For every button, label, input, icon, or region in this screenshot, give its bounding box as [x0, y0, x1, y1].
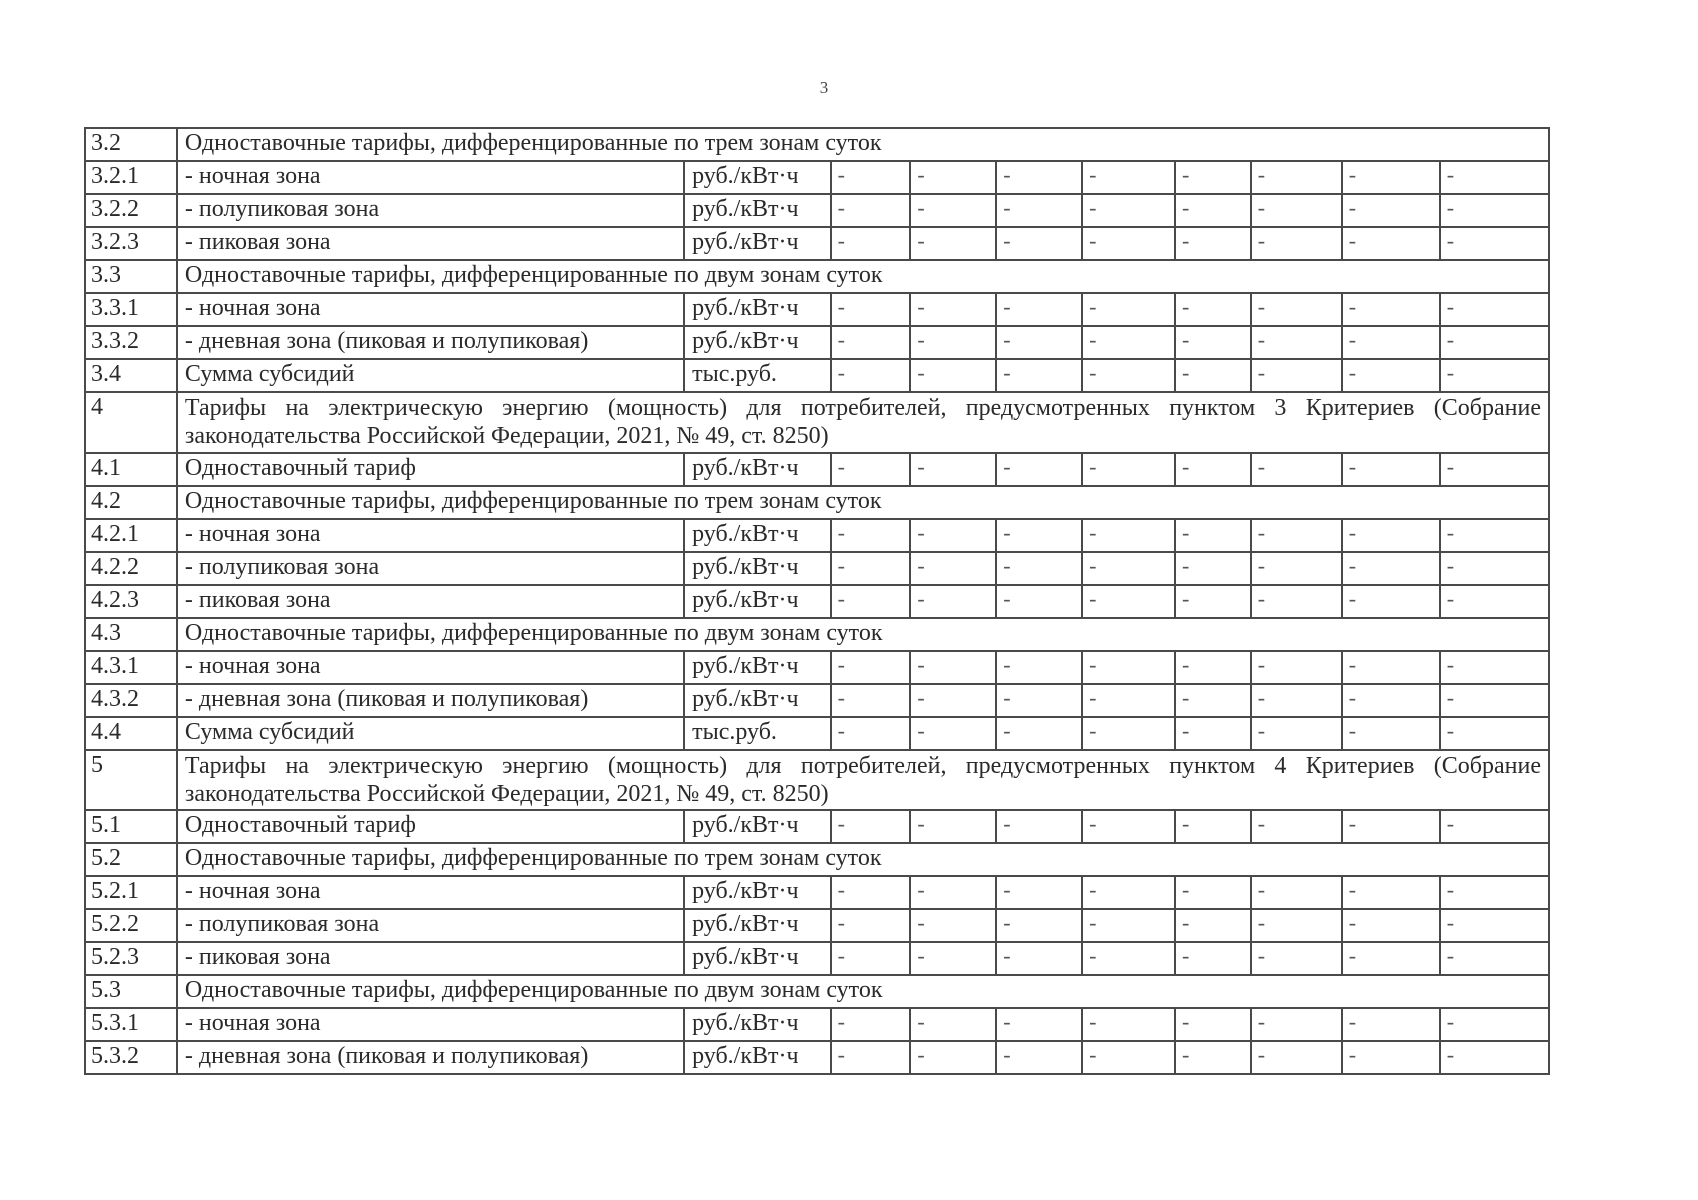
row-number: 4.2.2 — [85, 552, 177, 585]
tariff-table — [84, 127, 1550, 1075]
value-cell: - — [1082, 194, 1175, 227]
row-number: 5.2 — [85, 843, 177, 876]
value-cell: - — [910, 810, 996, 843]
section-row — [85, 128, 1549, 161]
value-cell: - — [910, 717, 996, 750]
unit-cell: руб./кВт·ч — [684, 810, 830, 843]
value-cell: - — [1342, 293, 1440, 326]
value-cell: - — [1342, 552, 1440, 585]
unit-cell: руб./кВт·ч — [684, 651, 830, 684]
value-cell: - — [1342, 1041, 1440, 1074]
value-cell: - — [1251, 942, 1342, 975]
table-row — [85, 161, 1549, 194]
table-row — [85, 909, 1549, 942]
value-cell: - — [1440, 227, 1549, 260]
table-row — [85, 194, 1549, 227]
value-cell: - — [996, 519, 1082, 552]
value-cell: - — [1440, 810, 1549, 843]
value-cell: - — [1175, 909, 1251, 942]
value-cell: - — [1440, 909, 1549, 942]
value-cell: - — [1342, 810, 1440, 843]
value-cell: - — [996, 326, 1082, 359]
value-cell: - — [1082, 909, 1175, 942]
value-cell: - — [831, 519, 911, 552]
row-number: 3.2 — [85, 128, 177, 161]
value-cell: - — [910, 326, 996, 359]
row-number: 4.3.2 — [85, 684, 177, 717]
value-cell: - — [1440, 552, 1549, 585]
value-cell: - — [996, 810, 1082, 843]
row-number: 3.3.1 — [85, 293, 177, 326]
value-cell: - — [1082, 227, 1175, 260]
table-row — [85, 684, 1549, 717]
value-cell: - — [1251, 684, 1342, 717]
table-row — [85, 810, 1549, 843]
value-cell: - — [831, 194, 911, 227]
value-cell: - — [831, 684, 911, 717]
value-cell: - — [910, 876, 996, 909]
section-title: Тарифы на электрическую энергию (мощность) для потребителей, предусмотренных пунктом 4 Критериев (Собрание законодательства Российской Федерации, 2021, № 49, ст. 8250) — [177, 750, 1549, 811]
value-cell: - — [1251, 293, 1342, 326]
row-label: - дневная зона (пиковая и полупиковая) — [177, 684, 684, 717]
value-cell: - — [1175, 876, 1251, 909]
row-number: 5.3.2 — [85, 1041, 177, 1074]
row-label: - дневная зона (пиковая и полупиковая) — [177, 326, 684, 359]
value-cell: - — [1251, 519, 1342, 552]
value-cell: - — [996, 909, 1082, 942]
value-cell: - — [1342, 161, 1440, 194]
table-row — [85, 359, 1549, 392]
unit-cell: тыс.руб. — [684, 717, 830, 750]
value-cell: - — [1082, 810, 1175, 843]
value-cell: - — [1082, 876, 1175, 909]
row-number: 3.2.1 — [85, 161, 177, 194]
row-label: - пиковая зона — [177, 227, 684, 260]
value-cell: - — [996, 227, 1082, 260]
row-number: 3.2.3 — [85, 227, 177, 260]
value-cell: - — [910, 161, 996, 194]
value-cell: - — [1440, 942, 1549, 975]
section-row — [85, 618, 1549, 651]
value-cell: - — [1175, 326, 1251, 359]
unit-cell: руб./кВт·ч — [684, 227, 830, 260]
value-cell: - — [1175, 161, 1251, 194]
table-row — [85, 293, 1549, 326]
value-cell: - — [910, 585, 996, 618]
value-cell: - — [1440, 326, 1549, 359]
value-cell: - — [831, 326, 911, 359]
unit-cell: руб./кВт·ч — [684, 552, 830, 585]
table-row — [85, 227, 1549, 260]
section-title: Одноставочные тарифы, дифференцированные по двум зонам суток — [177, 975, 1549, 1008]
value-cell: - — [1082, 453, 1175, 486]
unit-cell: руб./кВт·ч — [684, 684, 830, 717]
value-cell: - — [1342, 585, 1440, 618]
section-title: Одноставочные тарифы, дифференцированные по трем зонам суток — [177, 486, 1549, 519]
unit-cell: руб./кВт·ч — [684, 1008, 830, 1041]
value-cell: - — [1082, 684, 1175, 717]
unit-cell: руб./кВт·ч — [684, 293, 830, 326]
value-cell: - — [831, 293, 911, 326]
value-cell: - — [1440, 453, 1549, 486]
value-cell: - — [1440, 585, 1549, 618]
value-cell: - — [831, 552, 911, 585]
value-cell: - — [1440, 161, 1549, 194]
value-cell: - — [831, 651, 911, 684]
row-label: - ночная зона — [177, 519, 684, 552]
value-cell: - — [1342, 942, 1440, 975]
value-cell: - — [1251, 651, 1342, 684]
value-cell: - — [996, 453, 1082, 486]
value-cell: - — [1440, 293, 1549, 326]
row-label: - ночная зона — [177, 293, 684, 326]
value-cell: - — [996, 161, 1082, 194]
value-cell: - — [910, 194, 996, 227]
value-cell: - — [1175, 359, 1251, 392]
section-title: Одноставочные тарифы, дифференцированные по трем зонам суток — [177, 843, 1549, 876]
table-row — [85, 1041, 1549, 1074]
row-number: 5.3.1 — [85, 1008, 177, 1041]
row-number: 4.4 — [85, 717, 177, 750]
row-label: - полупиковая зона — [177, 194, 684, 227]
value-cell: - — [1251, 876, 1342, 909]
value-cell: - — [1440, 684, 1549, 717]
row-label: Одноставочный тариф — [177, 810, 684, 843]
unit-cell: руб./кВт·ч — [684, 161, 830, 194]
value-cell: - — [1440, 651, 1549, 684]
value-cell: - — [1082, 1008, 1175, 1041]
table-row — [85, 519, 1549, 552]
value-cell: - — [1082, 651, 1175, 684]
value-cell: - — [1342, 876, 1440, 909]
row-number: 3.3 — [85, 260, 177, 293]
section-row — [85, 486, 1549, 519]
row-number: 4.2 — [85, 486, 177, 519]
table-row — [85, 585, 1549, 618]
value-cell: - — [831, 1008, 911, 1041]
value-cell: - — [831, 227, 911, 260]
table-row — [85, 1008, 1549, 1041]
table-row — [85, 717, 1549, 750]
section-row — [85, 750, 1549, 811]
table-row — [85, 876, 1549, 909]
value-cell: - — [831, 717, 911, 750]
row-number: 4.3.1 — [85, 651, 177, 684]
section-row — [85, 975, 1549, 1008]
value-cell: - — [996, 359, 1082, 392]
row-number: 3.4 — [85, 359, 177, 392]
row-number: 5 — [85, 750, 177, 811]
value-cell: - — [1175, 519, 1251, 552]
row-label: Одноставочный тариф — [177, 453, 684, 486]
value-cell: - — [1175, 942, 1251, 975]
value-cell: - — [831, 453, 911, 486]
value-cell: - — [1082, 585, 1175, 618]
value-cell: - — [910, 1041, 996, 1074]
value-cell: - — [1175, 585, 1251, 618]
table-row — [85, 651, 1549, 684]
value-cell: - — [1251, 717, 1342, 750]
unit-cell: руб./кВт·ч — [684, 942, 830, 975]
row-label: - полупиковая зона — [177, 909, 684, 942]
value-cell: - — [831, 810, 911, 843]
unit-cell: руб./кВт·ч — [684, 1041, 830, 1074]
value-cell: - — [996, 1008, 1082, 1041]
value-cell: - — [1251, 552, 1342, 585]
value-cell: - — [996, 684, 1082, 717]
value-cell: - — [1440, 717, 1549, 750]
value-cell: - — [831, 1041, 911, 1074]
row-label: - дневная зона (пиковая и полупиковая) — [177, 1041, 684, 1074]
value-cell: - — [1342, 194, 1440, 227]
unit-cell: руб./кВт·ч — [684, 909, 830, 942]
value-cell: - — [1342, 1008, 1440, 1041]
row-label: Сумма субсидий — [177, 359, 684, 392]
value-cell: - — [1342, 519, 1440, 552]
value-cell: - — [996, 1041, 1082, 1074]
value-cell: - — [1082, 519, 1175, 552]
value-cell: - — [1251, 585, 1342, 618]
row-number: 3.3.2 — [85, 326, 177, 359]
value-cell: - — [1082, 161, 1175, 194]
value-cell: - — [996, 552, 1082, 585]
value-cell: - — [1342, 717, 1440, 750]
table-row — [85, 453, 1549, 486]
value-cell: - — [1082, 942, 1175, 975]
value-cell: - — [1251, 810, 1342, 843]
row-number: 4 — [85, 392, 177, 453]
row-number: 3.2.2 — [85, 194, 177, 227]
value-cell: - — [1175, 453, 1251, 486]
value-cell: - — [996, 651, 1082, 684]
value-cell: - — [910, 453, 996, 486]
value-cell: - — [1082, 359, 1175, 392]
unit-cell: тыс.руб. — [684, 359, 830, 392]
table-row — [85, 942, 1549, 975]
value-cell: - — [831, 161, 911, 194]
value-cell: - — [910, 519, 996, 552]
value-cell: - — [1342, 227, 1440, 260]
value-cell: - — [1251, 194, 1342, 227]
value-cell: - — [1175, 810, 1251, 843]
value-cell: - — [996, 942, 1082, 975]
value-cell: - — [1342, 453, 1440, 486]
value-cell: - — [910, 909, 996, 942]
row-label: - пиковая зона — [177, 942, 684, 975]
unit-cell: руб./кВт·ч — [684, 326, 830, 359]
row-label: - ночная зона — [177, 161, 684, 194]
value-cell: - — [1251, 909, 1342, 942]
value-cell: - — [1082, 1041, 1175, 1074]
value-cell: - — [996, 194, 1082, 227]
value-cell: - — [996, 717, 1082, 750]
row-number: 4.2.3 — [85, 585, 177, 618]
section-row — [85, 392, 1549, 453]
value-cell: - — [1082, 552, 1175, 585]
table-row — [85, 326, 1549, 359]
value-cell: - — [831, 876, 911, 909]
value-cell: - — [910, 942, 996, 975]
value-cell: - — [1440, 519, 1549, 552]
value-cell: - — [910, 552, 996, 585]
row-number: 5.2.3 — [85, 942, 177, 975]
row-number: 4.2.1 — [85, 519, 177, 552]
value-cell: - — [831, 585, 911, 618]
row-label: - ночная зона — [177, 1008, 684, 1041]
value-cell: - — [1251, 1041, 1342, 1074]
value-cell: - — [831, 942, 911, 975]
unit-cell: руб./кВт·ч — [684, 585, 830, 618]
value-cell: - — [996, 293, 1082, 326]
section-title: Одноставочные тарифы, дифференцированные по трем зонам суток — [177, 128, 1549, 161]
value-cell: - — [831, 359, 911, 392]
page-number: 3 — [819, 78, 829, 97]
value-cell: - — [1082, 717, 1175, 750]
value-cell: - — [910, 1008, 996, 1041]
table-row — [85, 552, 1549, 585]
row-number: 4.1 — [85, 453, 177, 486]
value-cell: - — [1175, 293, 1251, 326]
row-number: 5.2.1 — [85, 876, 177, 909]
value-cell: - — [1082, 326, 1175, 359]
value-cell: - — [1251, 161, 1342, 194]
value-cell: - — [1175, 684, 1251, 717]
section-title: Одноставочные тарифы, дифференцированные по двум зонам суток — [177, 618, 1549, 651]
value-cell: - — [1342, 909, 1440, 942]
value-cell: - — [1251, 326, 1342, 359]
value-cell: - — [910, 359, 996, 392]
value-cell: - — [1175, 1008, 1251, 1041]
row-number: 5.2.2 — [85, 909, 177, 942]
value-cell: - — [1342, 326, 1440, 359]
value-cell: - — [1440, 359, 1549, 392]
value-cell: - — [910, 651, 996, 684]
row-label: Сумма субсидий — [177, 717, 684, 750]
value-cell: - — [1342, 651, 1440, 684]
value-cell: - — [1440, 1008, 1549, 1041]
value-cell: - — [1175, 651, 1251, 684]
row-label: - ночная зона — [177, 876, 684, 909]
section-row — [85, 260, 1549, 293]
value-cell: - — [996, 585, 1082, 618]
value-cell: - — [1342, 684, 1440, 717]
row-number: 5.1 — [85, 810, 177, 843]
row-label: - полупиковая зона — [177, 552, 684, 585]
section-title: Одноставочные тарифы, дифференцированные по двум зонам суток — [177, 260, 1549, 293]
value-cell: - — [1251, 359, 1342, 392]
tariff-table-body — [85, 128, 1549, 1074]
value-cell: - — [910, 227, 996, 260]
value-cell: - — [1175, 1041, 1251, 1074]
unit-cell: руб./кВт·ч — [684, 519, 830, 552]
value-cell: - — [1342, 359, 1440, 392]
row-label: - пиковая зона — [177, 585, 684, 618]
section-title: Тарифы на электрическую энергию (мощность) для потребителей, предусмотренных пунктом 3 Критериев (Собрание законодательства Российской Федерации, 2021, № 49, ст. 8250) — [177, 392, 1549, 453]
value-cell: - — [1175, 194, 1251, 227]
unit-cell: руб./кВт·ч — [684, 876, 830, 909]
value-cell: - — [996, 876, 1082, 909]
value-cell: - — [1175, 717, 1251, 750]
value-cell: - — [1251, 227, 1342, 260]
value-cell: - — [831, 909, 911, 942]
value-cell: - — [1440, 194, 1549, 227]
value-cell: - — [1440, 1041, 1549, 1074]
value-cell: - — [1082, 293, 1175, 326]
value-cell: - — [1251, 1008, 1342, 1041]
value-cell: - — [1175, 227, 1251, 260]
value-cell: - — [1251, 453, 1342, 486]
value-cell: - — [910, 684, 996, 717]
row-label: - ночная зона — [177, 651, 684, 684]
unit-cell: руб./кВт·ч — [684, 453, 830, 486]
value-cell: - — [1175, 552, 1251, 585]
row-number: 4.3 — [85, 618, 177, 651]
unit-cell: руб./кВт·ч — [684, 194, 830, 227]
section-row — [85, 843, 1549, 876]
row-number: 5.3 — [85, 975, 177, 1008]
value-cell: - — [910, 293, 996, 326]
value-cell: - — [1440, 876, 1549, 909]
